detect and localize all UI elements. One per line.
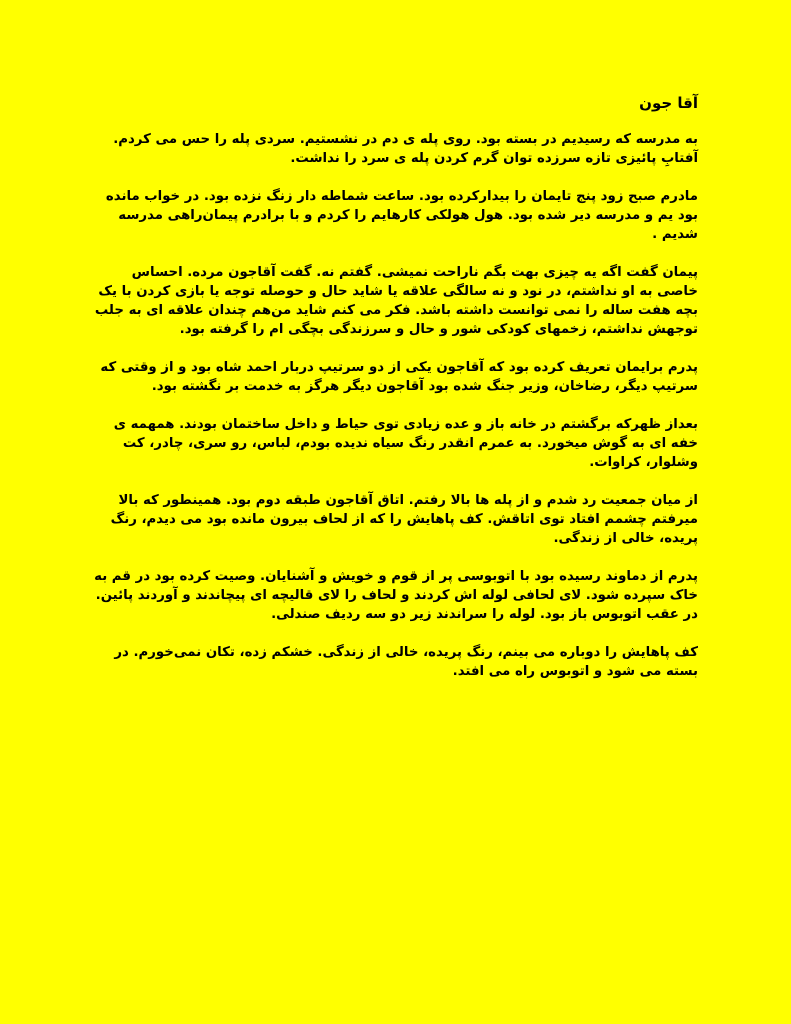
paragraph-3: پیمان گفت اگه یه چیزی بهت بگم ناراحت نمیشی. گفتم نه. گفت آقاجون مرده. احساس خاصی به او نداشتم، در نود و نه سالگی علاقه یا شاید حال و حوصله توجه یا بازی کردن با یک بچه هفت ساله را نمی توانست داشته باشد. فکر می کنم شاید من‌هم چندان علاقه ای به جلب توجهش نداشتم، زخمهای کودکی شور و حال و سرزندگی بچگی ام را گرفته بود. [94, 265, 698, 337]
paragraph-2: مادرم صبح زود پنج تایمان را بیدارکرده بود. ساعت شماطه دار زنگ نزده بود. در خواب مانده بود یم و مدرسه دیر شده بود. هول هولکی کارهایم را کردم و با برادرم پیمان‌راهی مدرسه شدیم . [105, 189, 698, 242]
paragraph-4: پدرم برایمان تعریف کرده بود که آقاجون یکی از دو سرتیپ دربار احمد شاه بود و از وقتی که سرتیپ دیگر، رضاخان، وزیر جنگ شده بود آقاجون دیگر هرگز به خدمت بر نگشته بود. [100, 360, 698, 394]
paragraph-6: از میان جمعیت رد شدم و از پله ها بالا رفتم. اتاق آقاجون طبقه دوم بود. همینطور که بالا میرفتم چشمم افتاد توی اتاقش. کف پاهایش را که از لحاف بیرون مانده بود می دیدم، رنگ پریده، خالی از زندگی. [110, 493, 698, 546]
document-title: آقا جون [639, 94, 698, 112]
document-page [94, 90, 698, 700]
paragraph-7: پدرم از دماوند رسیده بود با اتوبوسی پر از قوم و خویش و آشنایان. وصیت کرده بود در قم به خاک سپرده شود. لای لحافی لوله اش کردند و لحاف را لای قالیچه ای پیچاندند و آوردند پائین. در عقب اتوبوس باز بود. لوله را سراندند زیر دو سه ردیف صندلی. [94, 569, 698, 622]
paragraph-1: به مدرسه که رسیدیم در بسته بود. روی پله ی دم در نشستیم. سردی پله را حس می کردم. آفتابِ پائیزی تازه سرزده توان گرم کردن پله ی سرد را نداشت. [113, 132, 698, 166]
paragraph-5: بعداز ظهرکه برگشتم در خانه باز و عده زیادی توی حیاط و داخل ساختمان بودند. همهمه ی خفه ای به گوش میخورد. به عمرم انقدر رنگ سیاه ندیده بودم، لباس، رو سری، چادر، کت وشلوار، کراوات. [113, 417, 698, 470]
paragraph-8: کف پاهایش را دوباره می بینم، رنگ پریده، خالی از زندگی. خشکم زده، تکان نمی‌خورم. در بسته می شود و اتوبوس راه می افتد. [114, 645, 698, 679]
